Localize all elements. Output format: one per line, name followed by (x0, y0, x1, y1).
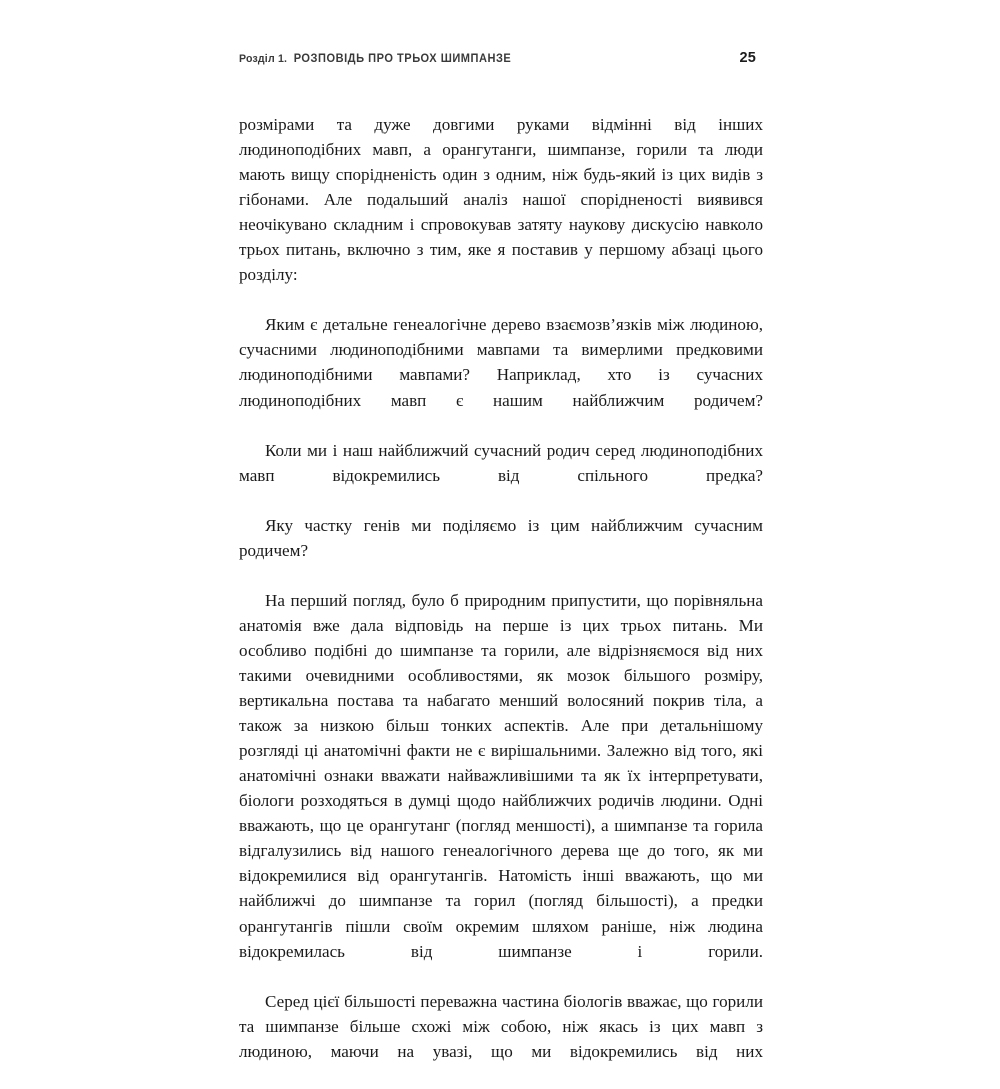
paragraph: Серед цієї більшості переважна частина біологів вважає, що горили та шимпанзе більше схожі між собою, ніж якась із цих мавп з людиною, маючи на увазі, що ми відокремились від них (239, 991, 763, 1061)
paragraph: розмірами та дуже довгими руками відмінні від інших людиноподібних мавп, а орангутанги, шимпанзе, горили та люди мають вищу спорідненість один з одним, ніж будь-який із цих видів з гібонами. Але подальший аналіз нашої спорідненості виявився неочікувано складним і спровокував затяту наукову дискусію навколо трьох питань, включно з тим, яке я поставив у першому абзаці цього розділу: (239, 115, 763, 285)
body-text-block (239, 112, 763, 1089)
paragraph: Коли ми і наш найближчий сучасний родич серед людиноподібних мавп відокремились від спільного предка? (239, 440, 763, 485)
header-chapter-title: РОЗПОВІДЬ ПРО ТРЬОХ ШИМПАНЗЕ (293, 53, 512, 65)
running-header (239, 50, 762, 72)
page-number: 25 (739, 50, 756, 66)
paragraph: Яким є детальне генеалогічне дерево взаємозв’язків між людиною, сучасними людиноподібними мавпами та вимерлими предковими людиноподібними мавпами? Наприклад, хто із сучасних людиноподібних мавп є нашим найближчим родичем? (239, 315, 763, 410)
paragraph: На перший погляд, було б природним припустити, що порівняльна анатомія вже дала відповідь на перше із цих трьох питань. Ми особливо подібні до шимпанзе та горили, але відрізняємося від них такими очевидними особливостями, як мозок більшого розміру, вертикальна постава та набагато менший волосяний покрив тіла, а також за низкою більш тонких аспектів. Але при детальнішому розгляді ці анатомічні факти не є вирішальними. Залежно від того, які анатомічні ознаки вважати найважливішими та як їх інтерпретувати, біологи розходяться в думці щодо найближчих родичів людини. Одні вважають, що це орангутанг (погляд меншості), а шимпанзе та горила відгалузились від нашого генеалогічного дерева ще до того, як ми відокремилися від орангутангів. Натомість інші вважають, що ми найближчі до шимпанзе та горил (погляд більшості), а предки орангутангів пішли своїм окремим шляхом раніше, ніж людина відокремилась від шимпанзе і горили. (239, 590, 763, 961)
header-chapter-prefix: Розділ 1. (239, 53, 291, 65)
header-chapter-label (239, 53, 511, 65)
paragraph: Яку частку генів ми поділяємо із цим найближчим сучасним родичем? (239, 515, 763, 560)
